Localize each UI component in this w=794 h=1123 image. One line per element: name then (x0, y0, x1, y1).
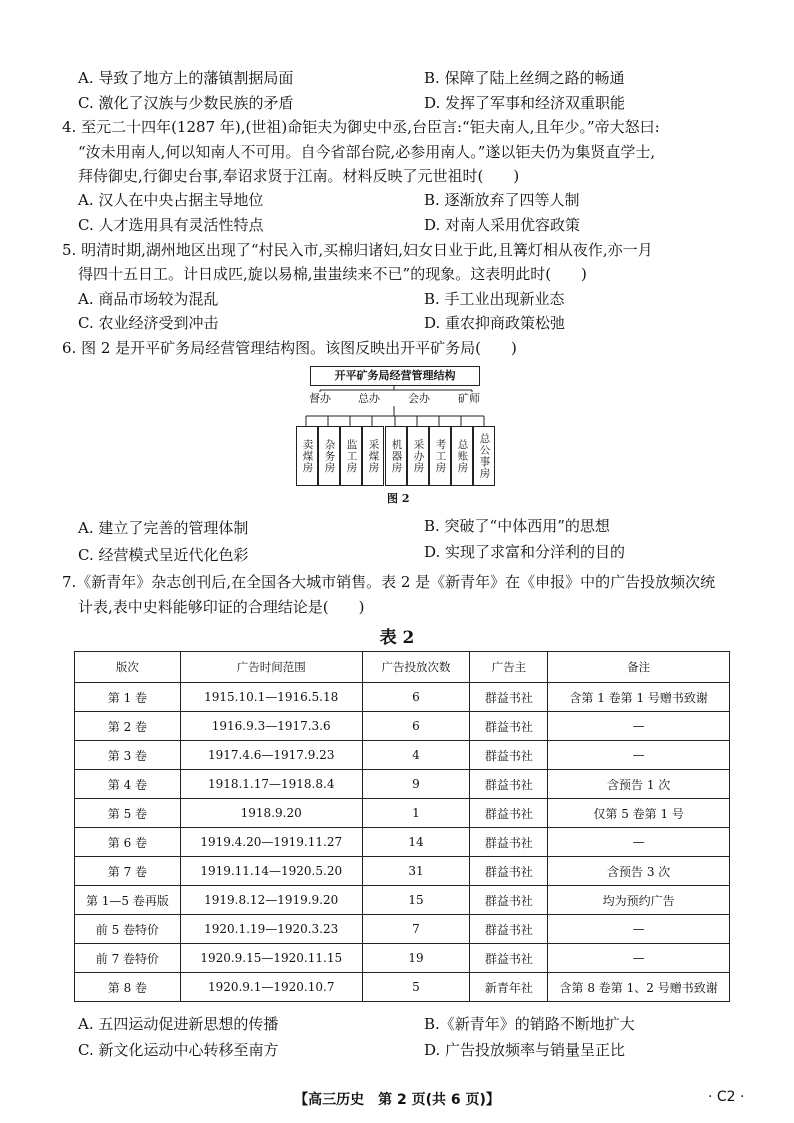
q7-option-a: A. 五四运动促进新思想的传播 (78, 1015, 279, 1033)
table-cell: 群益书社 (470, 712, 548, 741)
table-cell: 仅第 5 卷第 1 号 (548, 799, 730, 828)
table-cell: 1917.4.6—1917.9.23 (180, 741, 362, 770)
q7-stem-line1: 7.《新青年》杂志创刊后,在全国各大城市销售。表 2 是《新青年》在《申报》中的广告投放频次统 (62, 573, 716, 591)
table-cell: 前 7 卷特价 (75, 944, 181, 973)
page-footer: 【高三历史 第 2 页(共 6 页)】 (294, 1092, 500, 1108)
table-header-cell: 广告时间范围 (180, 652, 362, 683)
page-code: · C2 · (708, 1089, 745, 1105)
table-cell: 第 7 卷 (75, 857, 181, 886)
table-cell: 前 5 卷特价 (75, 915, 181, 944)
q5-option-c: C. 农业经济受到冲击 (78, 314, 219, 332)
q3-option-c: C. 激化了汉族与少数民族的矛盾 (78, 94, 294, 112)
table-cell: 1918.9.20 (180, 799, 362, 828)
q5-stem-line1: 5. 明清时期,湖州地区出现了“村民入市,买棉归诸妇,妇女日业于此,且篝灯相从夜作,亦一月 (62, 241, 653, 259)
table-cell: — (548, 741, 730, 770)
q5-option-a: A. 商品市场较为混乱 (78, 290, 219, 308)
table-cell: 1915.10.1—1916.5.18 (180, 683, 362, 712)
table-header-cell: 广告投放次数 (362, 652, 470, 683)
table-row (75, 944, 730, 973)
role-huiban: 会办 (408, 392, 430, 405)
table-row (75, 915, 730, 944)
table-cell: 群益书社 (470, 683, 548, 712)
role-zongban: 总办 (358, 392, 380, 405)
q7-option-c: C. 新文化运动中心转移至南方 (78, 1041, 279, 1059)
table-cell: 9 (362, 770, 470, 799)
table-row (75, 770, 730, 799)
dept-box: 采办房 (407, 426, 429, 486)
org-chart (296, 366, 496, 486)
q3-option-b: B. 保障了陆上丝绸之路的畅通 (424, 69, 625, 87)
q6-stem: 6. 图 2 是开平矿务局经营管理结构图。该图反映出开平矿务局( ) (62, 339, 517, 357)
table-cell: 群益书社 (470, 799, 548, 828)
table-cell: 1920.9.15—1920.11.15 (180, 944, 362, 973)
table-header-cell: 广告主 (470, 652, 548, 683)
table-cell: 第 6 卷 (75, 828, 181, 857)
table-cell: 含第 8 卷第 1、2 号赠书致谢 (548, 973, 730, 1002)
table-cell: 群益书社 (470, 741, 548, 770)
table-cell: 第 4 卷 (75, 770, 181, 799)
table-cell: — (548, 915, 730, 944)
table-row (75, 973, 730, 1002)
q5-option-b: B. 手工业出现新业态 (424, 290, 565, 308)
q4-stem-line1: 4. 至元二十四年(1287 年),(世祖)命钜夫为御史中丞,台臣言:“钜夫南人,且年少。”帝大怒曰: (62, 118, 660, 136)
table-cell: 31 (362, 857, 470, 886)
table-cell: 含预告 1 次 (548, 770, 730, 799)
table-cell: 1918.1.17—1918.8.4 (180, 770, 362, 799)
q3-option-d: D. 发挥了军事和经济双重职能 (424, 94, 626, 112)
table-cell: 第 8 卷 (75, 973, 181, 1002)
dept-box: 监工房 (340, 426, 362, 486)
table-cell: 1919.4.20—1919.11.27 (180, 828, 362, 857)
figure-caption: 图 2 (387, 492, 410, 505)
q5-option-d: D. 重农抑商政策松弛 (424, 314, 566, 332)
q4-option-d: D. 对南人采用优容政策 (424, 216, 581, 234)
table-cell: 15 (362, 886, 470, 915)
dept-box: 考工房 (429, 426, 451, 486)
table-cell: — (548, 944, 730, 973)
dept-box: 机器房 (385, 426, 407, 486)
q4-stem-line3: 拜侍御史,行御史台事,奉诏求贤于江南。材料反映了元世祖时( ) (78, 167, 520, 185)
table-cell: 群益书社 (470, 886, 548, 915)
table-cell: 19 (362, 944, 470, 973)
q5-stem-line2: 得四十五日工。计日成匹,旋以易棉,蚩蚩续来不已”的现象。这表明此时( ) (78, 265, 587, 283)
table-title: 表 2 (379, 628, 415, 648)
table-cell: 第 5 卷 (75, 799, 181, 828)
table-cell: 含第 1 卷第 1 号赠书致谢 (548, 683, 730, 712)
table-cell: 1919.11.14—1920.5.20 (180, 857, 362, 886)
table-row (75, 857, 730, 886)
table-cell: 1916.9.3—1917.3.6 (180, 712, 362, 741)
table-cell: 第 1 卷 (75, 683, 181, 712)
table-cell: 14 (362, 828, 470, 857)
role-duban: 督办 (309, 392, 331, 405)
q7-option-d: D. 广告投放频率与销量呈正比 (424, 1041, 626, 1059)
table-row (75, 712, 730, 741)
table-cell: — (548, 828, 730, 857)
table-cell: 7 (362, 915, 470, 944)
dept-box: 杂务房 (318, 426, 340, 486)
table-cell: 4 (362, 741, 470, 770)
table-cell: — (548, 712, 730, 741)
table-cell: 6 (362, 712, 470, 741)
dept-box: 总公事房 (473, 426, 495, 486)
table-cell: 1 (362, 799, 470, 828)
role-kuangshi: 矿师 (458, 392, 480, 405)
q4-option-a: A. 汉人在中央占据主导地位 (78, 191, 264, 209)
table-cell: 5 (362, 973, 470, 1002)
table-cell: 含预告 3 次 (548, 857, 730, 886)
q4-option-c: C. 人才选用具有灵活性特点 (78, 216, 264, 234)
table-cell: 群益书社 (470, 915, 548, 944)
table-cell: 群益书社 (470, 770, 548, 799)
table-cell: 6 (362, 683, 470, 712)
q6-option-a: A. 建立了完善的管理体制 (78, 519, 249, 537)
dept-box: 采煤房 (362, 426, 384, 486)
table-cell: 群益书社 (470, 828, 548, 857)
table-cell: 新青年社 (470, 973, 548, 1002)
q3-option-a: A. 导致了地方上的藩镇割据局面 (78, 69, 294, 87)
table-cell: 群益书社 (470, 857, 548, 886)
q4-stem-line2: “汝未用南人,何以知南人不可用。自今省部台院,必参用南人。”遂以钜夫仍为集贤直学士, (78, 143, 656, 161)
table-row (75, 741, 730, 770)
table-cell: 1920.9.1—1920.10.7 (180, 973, 362, 1002)
table-cell: 1919.8.12—1919.9.20 (180, 886, 362, 915)
table-row (75, 828, 730, 857)
dept-box: 总账房 (451, 426, 473, 486)
table-cell: 1920.1.19—1920.3.23 (180, 915, 362, 944)
table-row (75, 799, 730, 828)
table-header-cell: 备注 (548, 652, 730, 683)
q6-option-b: B. 突破了“中体西用”的思想 (424, 517, 610, 535)
table-row (75, 886, 730, 915)
q6-option-c: C. 经营模式呈近代化色彩 (78, 546, 249, 564)
q7-stem-line2: 计表,表中史料能够印证的合理结论是( ) (78, 598, 365, 616)
q7-option-b: B.《新青年》的销路不断地扩大 (424, 1015, 635, 1033)
table-header-row (75, 652, 730, 683)
table-cell: 均为预约广告 (548, 886, 730, 915)
ad-frequency-table (74, 651, 730, 1002)
q4-option-b: B. 逐渐放弃了四等人制 (424, 191, 580, 209)
table-header-cell: 版次 (75, 652, 181, 683)
table-cell: 第 1—5 卷再版 (75, 886, 181, 915)
table-cell: 第 2 卷 (75, 712, 181, 741)
q6-option-d: D. 实现了求富和分洋利的目的 (424, 543, 626, 561)
table-cell: 群益书社 (470, 944, 548, 973)
table-cell: 第 3 卷 (75, 741, 181, 770)
table-row (75, 683, 730, 712)
org-chart-title: 开平矿务局经营管理结构 (310, 366, 480, 386)
dept-box: 卖煤房 (296, 426, 318, 486)
